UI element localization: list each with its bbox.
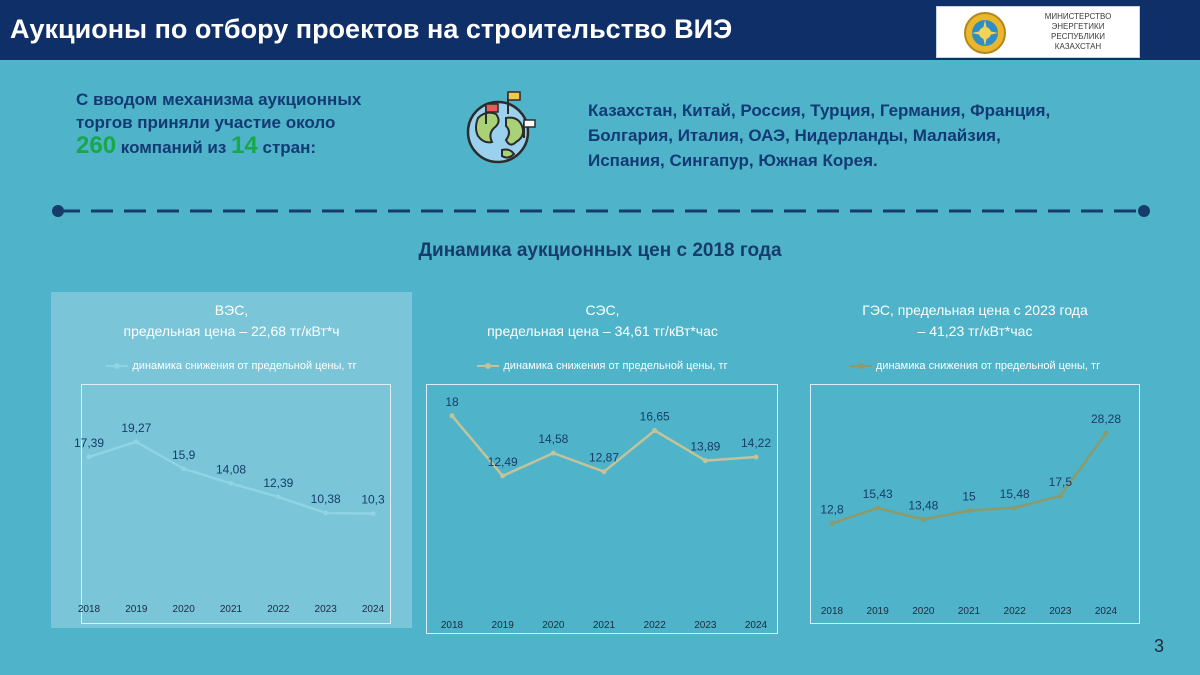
ves-x-tick: 2019 <box>125 604 148 615</box>
ses-data-label: 12,87 <box>588 450 620 465</box>
ges-x-tick: 2018 <box>820 606 844 617</box>
ministry-line-3: РЕСПУБЛИКИ <box>1051 32 1105 41</box>
ves-legend <box>51 360 412 372</box>
ves-title-line-2: предельная цена – 22,68 тг/кВт*ч <box>123 323 340 339</box>
ges-point <box>875 506 880 511</box>
intro-line-3 <box>76 134 436 159</box>
ves-x-tick: 2024 <box>361 604 385 615</box>
ses-point <box>754 455 759 460</box>
ves-data-label: 10,38 <box>310 491 341 506</box>
ministry-name <box>1023 12 1133 52</box>
companies-text: компаний из <box>120 138 227 157</box>
ses-point <box>500 473 505 478</box>
ges-title-line-2: – 41,23 тг/кВт*час <box>917 323 1033 339</box>
ses-x-tick: 2018 <box>440 620 464 631</box>
ses-plot-frame <box>427 385 778 634</box>
ges-line-chart <box>810 384 1140 624</box>
countries-line-2: Болгария, Италия, ОАЭ, Нидерланды, Малайзия, <box>588 126 1001 145</box>
ses-title-line-2: предельная цена – 34,61 тг/кВт*час <box>487 323 718 339</box>
ses-line-chart <box>426 384 778 634</box>
ses-x-tick: 2020 <box>542 620 565 631</box>
ses-legend <box>425 360 780 372</box>
ges-data-label: 28,28 <box>1090 412 1122 427</box>
ves-x-tick: 2020 <box>172 604 195 615</box>
ves-data-label: 14,08 <box>215 462 247 477</box>
ges-data-label: 12,8 <box>820 502 844 517</box>
countries-text: стран: <box>262 138 317 157</box>
intro-line-1: С вводом механизма аукционных <box>76 90 362 109</box>
dynamics-title: Динамика аукционных цен с 2018 года <box>418 240 782 261</box>
ses-x-tick: 2021 <box>592 620 616 631</box>
ges-point <box>830 521 835 526</box>
ses-x-tick: 2024 <box>744 620 768 631</box>
ses-point <box>602 469 607 474</box>
ges-point <box>1012 505 1017 510</box>
ges-point <box>1104 431 1109 436</box>
ges-legend-swatch <box>850 365 872 367</box>
ges-x-tick: 2019 <box>866 606 889 617</box>
ves-point <box>229 481 234 486</box>
ves-x-tick: 2018 <box>77 604 101 615</box>
ves-legend-label: динамика снижения от предельной цены, тг <box>132 360 357 372</box>
ges-x-tick: 2023 <box>1049 606 1072 617</box>
ses-data-label: 14,58 <box>538 432 569 447</box>
ministry-line-2: ЭНЕРГЕТИКИ <box>1051 22 1105 31</box>
ses-data-label: 13,89 <box>690 439 721 454</box>
ves-point <box>323 510 328 515</box>
countries-count: 14 <box>231 132 258 159</box>
ves-data-label: 19,27 <box>121 420 152 435</box>
ges-data-label: 15 <box>962 489 976 504</box>
ses-x-tick: 2023 <box>694 620 717 631</box>
ministry-badge <box>936 6 1140 58</box>
ves-point <box>134 439 139 444</box>
ges-x-tick: 2020 <box>912 606 935 617</box>
ves-point <box>276 494 281 499</box>
ves-title-line-1: ВЭС, <box>214 302 249 318</box>
ges-title-line-1: ГЭС, предельная цена с 2023 года <box>862 302 1088 318</box>
ves-line-chart <box>73 384 391 624</box>
ses-chart-title <box>425 300 780 342</box>
ves-data-label: 12,39 <box>263 475 294 490</box>
ves-point <box>371 511 376 516</box>
ges-x-tick: 2022 <box>1003 606 1026 617</box>
companies-count: 260 <box>76 132 117 159</box>
ges-point <box>921 517 926 522</box>
ses-data-label: 14,22 <box>740 436 772 451</box>
ves-legend-swatch <box>106 365 128 367</box>
ves-chart-panel <box>51 292 412 628</box>
ses-point <box>551 451 556 456</box>
ses-legend-label: динамика снижения от предельной цены, тг <box>503 360 728 372</box>
countries-list <box>588 98 1168 173</box>
ges-point <box>1058 494 1063 499</box>
ses-data-label: 16,65 <box>639 409 670 424</box>
ves-point <box>87 454 92 459</box>
ves-point <box>181 466 186 471</box>
ges-data-label: 13,48 <box>908 498 939 513</box>
ges-data-label: 15,48 <box>999 486 1030 501</box>
ves-data-label: 10,3 <box>361 492 385 507</box>
kazakhstan-emblem-icon <box>963 11 1007 55</box>
intro-text <box>76 88 436 159</box>
countries-line-1: Казахстан, Китай, Россия, Турция, Германия, Франция, <box>588 101 1051 120</box>
ges-legend <box>810 360 1140 372</box>
countries-line-3: Испания, Сингапур, Южная Корея. <box>588 151 878 170</box>
ges-data-label: 17,5 <box>1048 475 1073 489</box>
ses-point <box>450 413 455 418</box>
ses-point <box>652 428 657 433</box>
ves-data-label: 15,9 <box>171 447 196 462</box>
ses-chart-panel <box>425 292 780 637</box>
ges-chart-title <box>810 300 1140 342</box>
ses-x-tick: 2019 <box>491 620 514 631</box>
ves-x-tick: 2021 <box>219 604 243 615</box>
ges-point <box>967 508 972 513</box>
ges-legend-label: динамика снижения от предельной цены, тг <box>875 360 1101 372</box>
ges-chart-panel <box>810 292 1140 627</box>
ves-x-tick: 2023 <box>314 604 337 615</box>
header-bar <box>0 0 1200 60</box>
ministry-line-4: КАЗАХСТАН <box>1054 42 1102 51</box>
ses-point <box>703 458 708 463</box>
ses-title-line-1: СЭС, <box>585 302 620 318</box>
ses-data-label: 12,49 <box>487 454 518 469</box>
ses-legend-swatch <box>477 365 499 367</box>
ses-data-label: 18 <box>445 394 459 409</box>
ves-data-label: 17,39 <box>73 435 105 450</box>
ses-x-tick: 2022 <box>643 620 666 631</box>
dashed-divider <box>52 200 1150 222</box>
page-number: 3 <box>1154 636 1165 656</box>
page-title: Аукционы по отбору проектов на строительство ВИЭ <box>10 14 733 44</box>
ges-x-tick: 2021 <box>957 606 981 617</box>
intro-line-2: торгов приняли участие около <box>76 113 336 132</box>
ministry-line-1: МИНИСТЕРСТВО <box>1044 12 1112 21</box>
ges-data-label: 15,43 <box>862 487 893 502</box>
ges-x-tick: 2024 <box>1094 606 1118 617</box>
ves-chart-title <box>51 300 412 342</box>
ves-x-tick: 2022 <box>267 604 290 615</box>
globe-with-flags-icon <box>466 88 538 168</box>
